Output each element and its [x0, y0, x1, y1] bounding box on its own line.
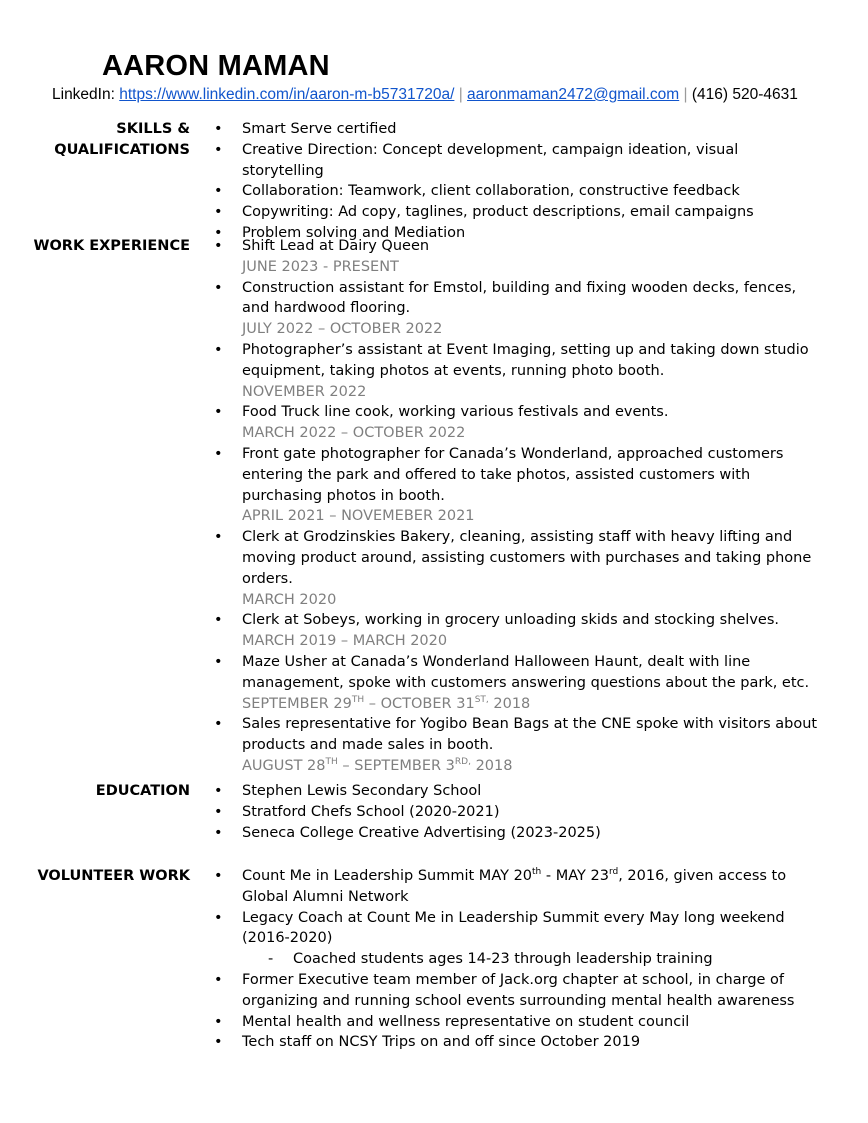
job-date: APRIL 2021 – NOVEMEBER 2021	[242, 508, 475, 525]
work-heading: WORK EXPERIENCE	[33, 238, 190, 254]
list-item: • Smart Serve certified	[214, 119, 824, 140]
skills-heading-line2: QUALIFICATIONS	[54, 142, 190, 158]
job-date: NOVEMBER 2022	[242, 383, 367, 400]
date-part: 2018	[488, 695, 531, 712]
job-description: Shift Lead at Dairy Queen	[242, 238, 430, 254]
job-description: Front gate photographer for Canada’s Wonderland, approached customers entering the park and offered to take photos, assisted customers with purchasing photos in booth.	[242, 445, 784, 504]
date-part: SEPTEMBER 29	[242, 695, 352, 712]
job-description: Photographer’s assistant at Event Imaging, setting up and taking down studio equipment, taking photos at events, running photo booth.	[242, 341, 809, 379]
date-part: 2018	[470, 757, 513, 774]
date-suffix: RD,	[454, 757, 471, 768]
job-date: MARCH 2019 – MARCH 2020	[242, 633, 448, 650]
job-date: JUNE 2023 - PRESENT	[242, 258, 399, 275]
linkedin-link[interactable]: https://www.linkedin.com/in/aaron-m-b5731720a/	[119, 86, 455, 103]
job-description: Sales representative for Yogibo Bean Bags at the CNE spoke with visitors about products and made sales in booth.	[242, 716, 818, 754]
work-list	[214, 236, 824, 777]
job-item	[214, 714, 824, 776]
list-item: • Collaboration: Teamwork, client collaboration, constructive feedback	[214, 181, 824, 202]
job-date: JULY 2022 – OCTOBER 2022	[242, 321, 443, 338]
volunteer-heading: VOLUNTEER WORK	[37, 868, 190, 884]
list-item: • Stephen Lewis Secondary School	[214, 781, 824, 802]
contact-line	[52, 86, 798, 104]
sub-item: - Coached students ages 14-23 through leadership training	[242, 949, 824, 970]
job-description: Maze Usher at Canada’s Wonderland Halloween Haunt, dealt with line management, spoke with customers answering questions about the park, etc.	[242, 653, 810, 691]
list-item	[214, 908, 824, 970]
list-item: • Problem solving and Mediation	[214, 223, 824, 244]
skills-heading-line1: SKILLS &	[116, 121, 190, 137]
job-description: Construction assistant for Emstol, building and fixing wooden decks, fences, and hardwood flooring.	[242, 279, 797, 317]
job-item	[214, 236, 824, 278]
job-date: MARCH 2022 – OCTOBER 2022	[242, 425, 466, 442]
skills-heading	[0, 119, 190, 161]
volunteer-list	[214, 866, 824, 1053]
list-item: • Mental health and wellness representative on student council	[214, 1012, 824, 1033]
linkedin-label: LinkedIn:	[52, 86, 115, 103]
job-date	[242, 756, 824, 777]
email-link[interactable]: aaronmaman2472@gmail.com	[467, 86, 680, 103]
date-part: – SEPTEMBER 3	[337, 757, 455, 774]
date-suffix: th	[532, 867, 542, 878]
job-item	[214, 610, 824, 652]
job-item	[214, 444, 824, 527]
text-part: Count Me in Leadership Summit MAY 20	[242, 868, 533, 884]
date-part: – OCTOBER 31	[364, 695, 475, 712]
job-description: Clerk at Grodzinskies Bakery, cleaning, assisting staff with heavy lifting and moving product around, assisting customers with purchases and taking phone orders.	[242, 529, 812, 587]
date-suffix: ST,	[474, 694, 489, 705]
job-item	[214, 527, 824, 610]
date-suffix: rd	[608, 867, 619, 878]
separator: |	[683, 86, 688, 103]
date-suffix: TH	[351, 694, 365, 705]
separator: |	[458, 86, 463, 103]
job-description: Food Truck line cook, working various festivals and events.	[242, 404, 669, 421]
text-part: Legacy Coach at Count Me in Leadership Summit every May long weekend (2016-2020)	[242, 909, 785, 947]
date-part: AUGUST 28	[242, 757, 326, 774]
job-item	[214, 278, 824, 340]
text-part: , 2016, given access to Global Alumni Network	[242, 868, 787, 905]
list-item: • Tech staff on NCSY Trips on and off since October 2019	[214, 1032, 824, 1053]
job-item	[214, 402, 824, 444]
education-heading: EDUCATION	[95, 783, 190, 799]
job-description: Clerk at Sobeys, working in grocery unloading skids and stocking shelves.	[242, 612, 779, 629]
phone-number: (416) 520-4631	[691, 86, 798, 103]
job-item	[214, 340, 824, 402]
education-list	[214, 781, 824, 843]
list-item: • Seneca College Creative Advertising (2023-2025)	[214, 823, 824, 844]
resume-name: AARON MAMAN	[102, 50, 330, 82]
skills-list	[214, 119, 824, 244]
list-item: • Copywriting: Ad copy, taglines, product descriptions, email campaigns	[214, 202, 824, 223]
date-suffix: TH	[325, 757, 338, 768]
job-date	[242, 694, 824, 715]
text-part: - MAY 23	[541, 868, 609, 884]
list-item: • Former Executive team member of Jack.org chapter at school, in charge of organizing and running school events surrounding mental health awareness	[214, 970, 824, 1012]
list-item: • Creative Direction: Concept development, campaign ideation, visual storytelling	[214, 140, 824, 182]
list-item	[214, 866, 824, 908]
job-item	[214, 652, 824, 714]
job-date: MARCH 2020	[242, 591, 337, 608]
list-item: • Stratford Chefs School (2020-2021)	[214, 802, 824, 823]
